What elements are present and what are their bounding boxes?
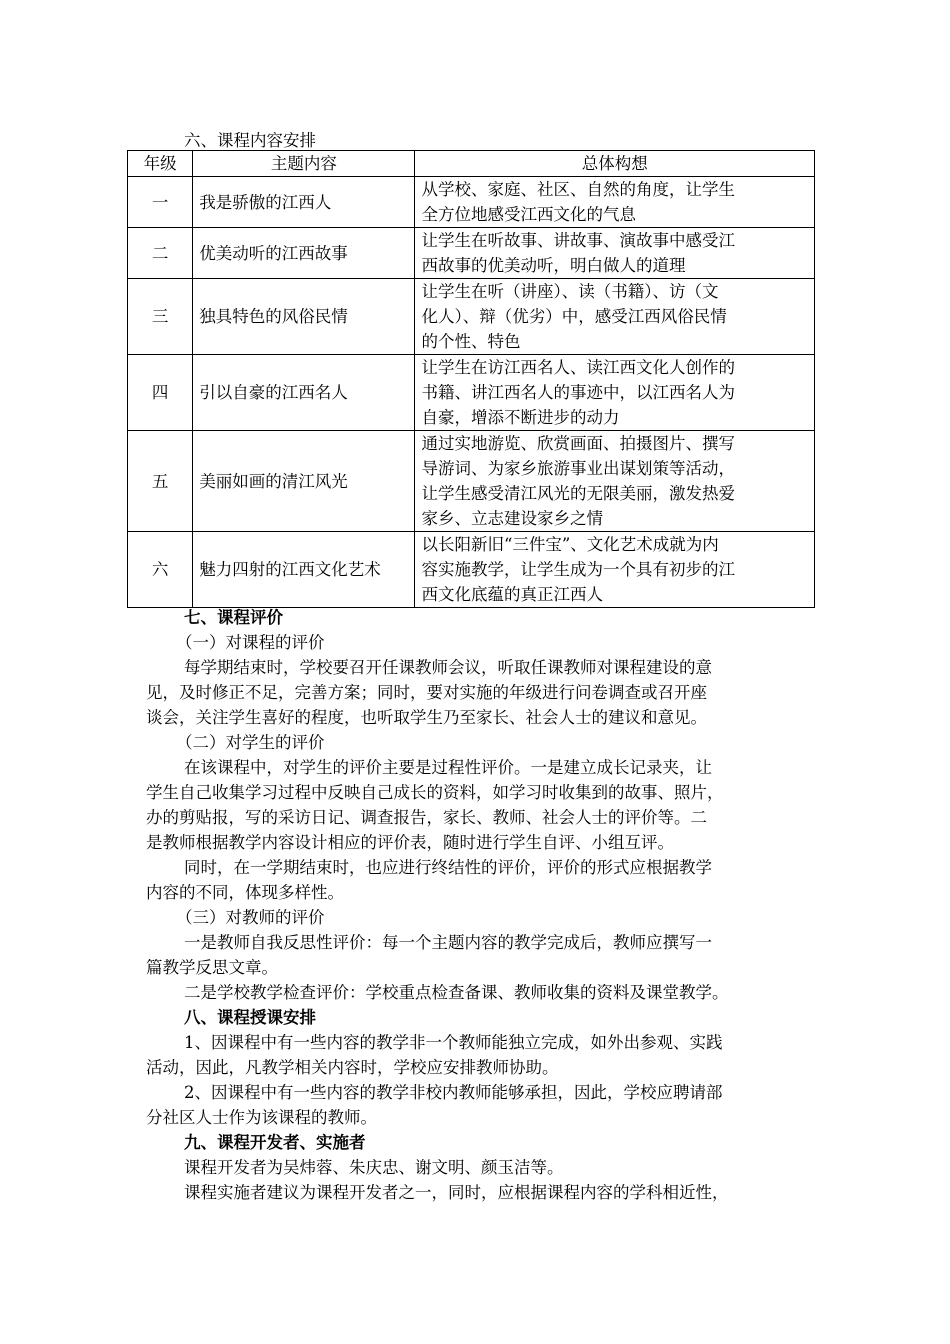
cell-theme: 优美动听的江西故事	[193, 228, 415, 279]
concept-line: 书籍、讲江西名人的事迹中，以江西名人为	[421, 383, 735, 402]
paragraph-line: 内容的不同，体现多样性。	[146, 883, 344, 902]
concept-line: 从学校、家庭、社区、自然的角度，让学生	[421, 180, 735, 199]
cell-theme: 美丽如画的清江风光	[193, 431, 415, 532]
paragraph-line: 2、因课程中有一些内容的教学非校内教师能够承担，因此，学校应聘请部	[184, 1083, 723, 1102]
paragraph-line: 谈会，关注学生喜好的程度，也听取学生乃至家长、社会人士的建议和意见。	[146, 708, 707, 727]
table-row	[128, 532, 815, 608]
concept-line: 让学生在听（讲座）、读（书籍）、访（文	[421, 282, 719, 301]
concept-line: 全方位地感受江西文化的气息	[421, 205, 636, 224]
section-heading: 八、课程授课安排	[184, 1008, 316, 1027]
header-grade: 年级	[128, 151, 193, 177]
paragraph-line: 见，及时修正不足，完善方案；同时，要对实施的年级进行问卷调查或召开座	[146, 683, 707, 702]
header-theme: 主题内容	[193, 151, 415, 177]
paragraph-line: 1、因课程中有一些内容的教学非一个教师能独立完成，如外出参观、实践	[184, 1033, 723, 1052]
concept-line: 自豪，增添不断进步的动力	[421, 408, 620, 427]
cell-grade: 二	[128, 228, 193, 279]
paragraph-line: 每学期结束时，学校要召开任课教师会议，听取任课教师对课程建设的意	[184, 658, 712, 677]
table-header-row	[128, 151, 815, 177]
cell-theme: 魅力四射的江西文化艺术	[193, 532, 415, 608]
cell-grade: 三	[128, 279, 193, 355]
cell-concept	[415, 228, 815, 279]
concept-line: 导游词、为家乡旅游事业出谋划策等活动，	[421, 459, 735, 478]
table-body	[128, 177, 815, 608]
section-title-course-content: 六、课程内容安排	[184, 131, 316, 150]
cell-grade: 四	[128, 355, 193, 431]
course-content-table	[127, 150, 815, 608]
paragraph-line: 活动，因此，凡教学相关内容时，学校应安排教师协助。	[146, 1058, 559, 1077]
table-row	[128, 177, 815, 228]
cell-concept	[415, 431, 815, 532]
paragraph-line: 在该课程中，对学生的评价主要是过程性评价。一是建立成长记录夹，让	[184, 758, 712, 777]
paragraph-line: 办的剪贴报，写的采访日记、调查报告，家长、教师、社会人士的评价等。二	[146, 808, 707, 827]
header-concept: 总体构想	[415, 151, 815, 177]
table-row	[128, 431, 815, 532]
concept-line: 西文化底蕴的真正江西人	[421, 585, 603, 604]
paragraph-line: （三）对教师的评价	[176, 908, 325, 927]
concept-line: 让学生感受清江风光的无限美丽，激发热爱	[421, 484, 735, 503]
cell-grade: 一	[128, 177, 193, 228]
cell-concept	[415, 177, 815, 228]
concept-line: 容实施教学，让学生成为一个具有初步的江	[421, 560, 735, 579]
table-row	[128, 228, 815, 279]
paragraph-line: 课程开发者为吴炜蓉、朱庆忠、谢文明、颜玉洁等。	[184, 1158, 564, 1177]
concept-line: 西故事的优美动听，明白做人的道理	[421, 256, 686, 275]
concept-line: 让学生在听故事、讲故事、演故事中感受江	[421, 231, 735, 250]
cell-theme: 我是骄傲的江西人	[193, 177, 415, 228]
paragraph-line: 同时，在一学期结束时，也应进行终结性的评价，评价的形式应根据教学	[184, 858, 712, 877]
cell-grade: 六	[128, 532, 193, 608]
cell-grade: 五	[128, 431, 193, 532]
table-row	[128, 355, 815, 431]
section-heading: 七、课程评价	[184, 608, 283, 627]
paragraph-line: 分社区人士作为该课程的教师。	[146, 1108, 377, 1127]
section-heading: 九、课程开发者、实施者	[184, 1133, 366, 1152]
cell-theme: 独具特色的风俗民情	[193, 279, 415, 355]
paragraph-line: 篇教学反思文章。	[146, 958, 278, 977]
paragraph-line: （一）对课程的评价	[176, 633, 325, 652]
paragraph-line: 二是学校教学检查评价：学校重点检查备课、教师收集的资料及课堂教学。	[184, 983, 729, 1002]
concept-line: 的个性、特色	[421, 332, 521, 351]
table-row	[128, 279, 815, 355]
cell-concept	[415, 355, 815, 431]
paragraph-line: 课程实施者建议为课程开发者之一，同时，应根据课程内容的学科相近性，	[184, 1183, 729, 1202]
concept-line: 通过实地游览、欣赏画面、拍摄图片、撰写	[421, 434, 735, 453]
concept-line: 化人）、辩（优劣）中，感受江西风俗民情	[421, 307, 727, 326]
cell-concept	[415, 532, 815, 608]
paragraph-line: 一是教师自我反思性评价：每一个主题内容的教学完成后，教师应撰写一	[184, 933, 712, 952]
cell-theme: 引以自豪的江西名人	[193, 355, 415, 431]
cell-concept	[415, 279, 815, 355]
paragraph-line: 学生自己收集学习过程中反映自己成长的资料，如学习时收集到的故事、照片，	[146, 783, 724, 802]
concept-line: 家乡、立志建设家乡之情	[421, 509, 603, 528]
paragraph-line: 是教师根据教学内容设计相应的评价表，随时进行学生自评、小组互评。	[146, 833, 674, 852]
concept-line: 让学生在访江西名人、读江西文化人创作的	[421, 358, 735, 377]
concept-line: 以长阳新旧“三件宝”、文化艺术成就为内	[421, 535, 719, 554]
paragraph-line: （二）对学生的评价	[176, 733, 325, 752]
